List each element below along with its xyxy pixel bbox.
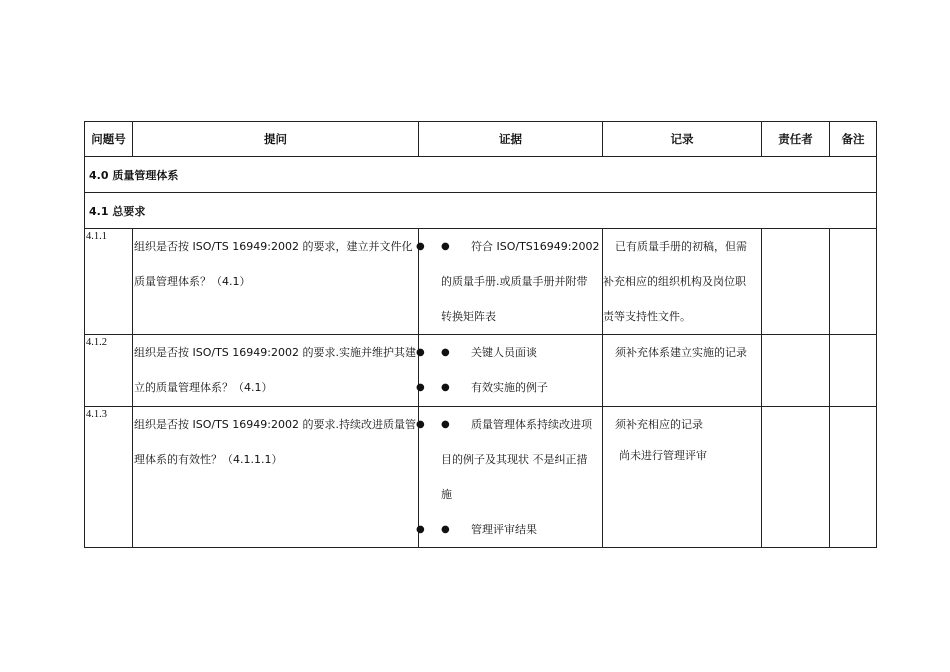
evidence-item bbox=[416, 335, 602, 370]
evidence-continuation: 施 bbox=[441, 488, 452, 501]
bullet-icon: ● bbox=[441, 347, 450, 358]
bullet-icon: ● bbox=[441, 419, 450, 430]
responsible-cell bbox=[762, 407, 830, 548]
record-cell bbox=[603, 335, 762, 407]
evidence-continuation: 的质量手册.或质量手册并附带 bbox=[441, 275, 588, 288]
header-record: 记录 bbox=[603, 122, 762, 157]
question-line: 质量管理体系？（4.1） bbox=[134, 275, 251, 288]
bullet-icon: ● bbox=[416, 241, 425, 252]
question-cell bbox=[133, 229, 419, 335]
record-cell bbox=[603, 229, 762, 335]
header-question: 提问 bbox=[133, 122, 419, 157]
section-title-sub: 4.1 总要求 bbox=[85, 193, 877, 229]
question-number: 4.1.1 bbox=[85, 229, 133, 335]
responsible-cell bbox=[762, 335, 830, 407]
header-remarks: 备注 bbox=[830, 122, 877, 157]
header-responsible: 责任者 bbox=[762, 122, 830, 157]
remarks-cell bbox=[830, 335, 877, 407]
bullet-icon: ● bbox=[441, 241, 450, 252]
question-cell bbox=[133, 335, 419, 407]
question-line: 组织是否按 ISO/TS 16949:2002 的要求.持续改进质量管 bbox=[134, 418, 416, 431]
record-line: 补充相应的组织机构及岗位职 bbox=[603, 275, 746, 288]
record-line: 已有质量手册的初稿，但需 bbox=[615, 240, 747, 253]
bullet-icon: ● bbox=[416, 382, 425, 393]
question-line: 组织是否按 ISO/TS 16949:2002 的要求.实施并维护其建 bbox=[134, 346, 416, 359]
evidence-text: 管理评审结果 bbox=[471, 523, 537, 536]
evidence-continuation: 目的例子及其现状 不是纠正措 bbox=[441, 453, 588, 466]
question-cell bbox=[133, 407, 419, 548]
question-number: 4.1.3 bbox=[85, 407, 133, 548]
bullet-icon: ● bbox=[416, 419, 425, 430]
header-question-no: 问题号 bbox=[85, 122, 133, 157]
section-row-sub bbox=[85, 193, 877, 229]
record-cell bbox=[603, 407, 762, 548]
section-title-main: 4.0 质量管理体系 bbox=[85, 157, 877, 193]
table-row bbox=[85, 335, 877, 407]
evidence-text: 有效实施的例子 bbox=[471, 381, 548, 394]
record-line: 须补充相应的记录 bbox=[615, 418, 703, 431]
question-line: 组织是否按 ISO/TS 16949:2002 的要求，建立并文件化 bbox=[134, 240, 413, 253]
remarks-cell bbox=[830, 229, 877, 335]
evidence-cell bbox=[416, 407, 603, 548]
table-row bbox=[85, 407, 877, 548]
evidence-text: 质量管理体系持续改进项 bbox=[471, 418, 592, 431]
bullet-icon: ● bbox=[441, 382, 450, 393]
record-line: 须补充体系建立实施的记录 bbox=[615, 346, 747, 359]
table-row bbox=[85, 229, 877, 335]
header-row bbox=[85, 122, 877, 157]
evidence-item bbox=[416, 407, 602, 442]
bullet-icon: ● bbox=[441, 524, 450, 535]
responsible-cell bbox=[762, 229, 830, 335]
record-line: 责等支持性文件。 bbox=[603, 310, 691, 323]
remarks-cell bbox=[830, 407, 877, 548]
question-line: 理体系的有效性？（4.1.1.1） bbox=[134, 453, 283, 466]
evidence-cell bbox=[416, 335, 603, 407]
question-line: 立的质量管理体系？（4.1） bbox=[134, 381, 273, 394]
evidence-item bbox=[416, 370, 602, 405]
bullet-icon: ● bbox=[416, 524, 425, 535]
evidence-continuation: 转换矩阵表 bbox=[441, 310, 496, 323]
evidence-text: 符合 ISO/TS16949:2002 bbox=[471, 240, 600, 253]
question-number: 4.1.2 bbox=[85, 335, 133, 407]
audit-checklist-table bbox=[84, 121, 877, 548]
bullet-icon: ● bbox=[416, 347, 425, 358]
evidence-item bbox=[416, 229, 602, 264]
section-row-main bbox=[85, 157, 877, 193]
evidence-cell bbox=[416, 229, 603, 335]
audit-checklist-sheet bbox=[84, 121, 876, 548]
header-evidence: 证据 bbox=[419, 122, 603, 157]
record-line: 尚未进行管理评审 bbox=[619, 449, 707, 462]
evidence-text: 关键人员面谈 bbox=[471, 346, 537, 359]
evidence-item bbox=[416, 512, 602, 547]
